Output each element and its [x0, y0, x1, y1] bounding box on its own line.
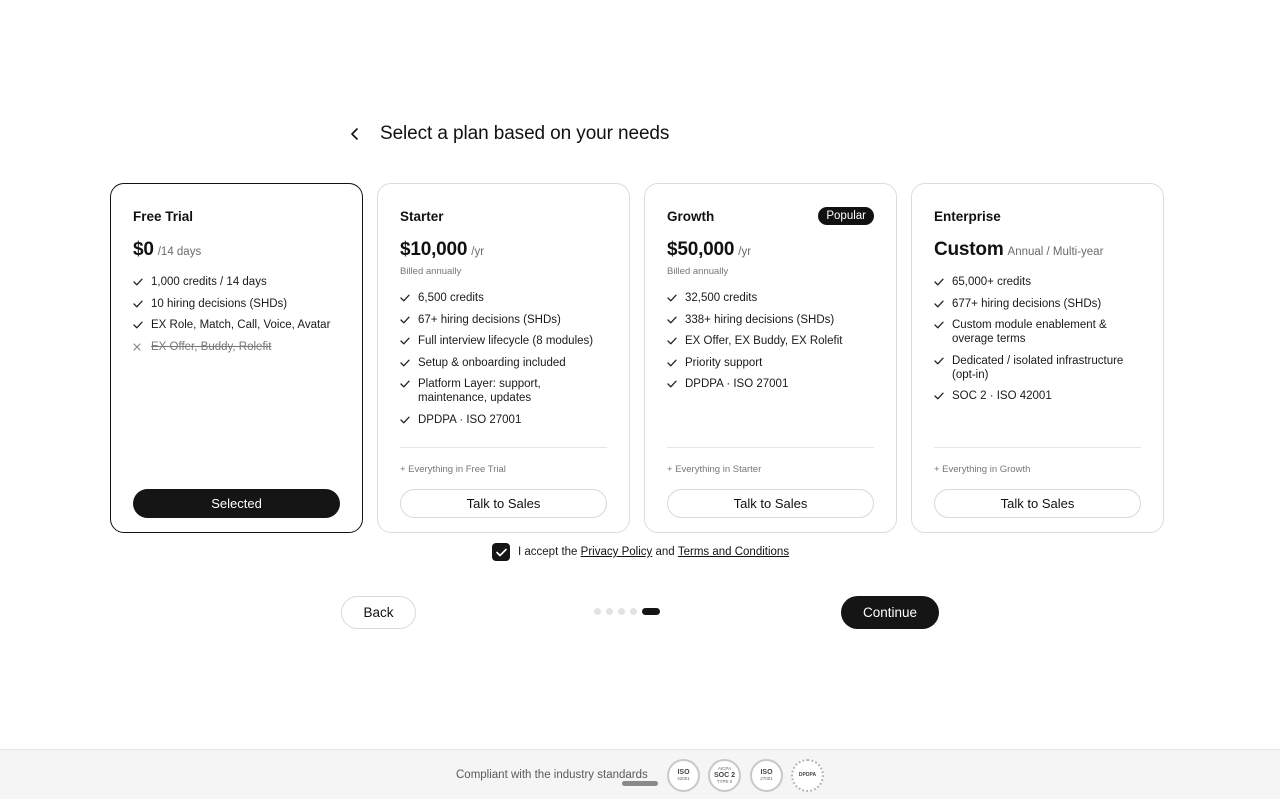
price-row: [400, 239, 607, 261]
check-icon: [133, 318, 145, 332]
scroll-handle[interactable]: [622, 781, 658, 786]
plan-period: Annual / Multi-year: [1007, 246, 1104, 258]
feature-item: [934, 389, 1141, 403]
feature-text: DPDPA · ISO 27001: [685, 378, 789, 390]
soc2-badge-icon: [708, 759, 741, 792]
feature-item: [400, 413, 607, 427]
feature-text: 1,000 credits / 14 days: [151, 276, 267, 288]
feature-list: [133, 275, 340, 354]
cert-main: ISO: [677, 769, 690, 777]
price-row: [934, 239, 1141, 261]
iso-27001-badge-icon: [750, 759, 783, 792]
feature-text: Platform Layer: support, maintenance, updates: [418, 378, 541, 404]
feature-text: Full interview lifecycle (8 modules): [418, 335, 594, 347]
plan-period: /yr: [471, 246, 485, 258]
check-icon: [667, 291, 679, 305]
feature-item: [934, 275, 1141, 289]
consent-and: and: [655, 546, 675, 558]
talk-to-sales-button[interactable]: Talk to Sales: [400, 489, 607, 518]
plan-cards: [110, 183, 1164, 533]
step-dot: [630, 608, 637, 615]
check-icon: [400, 334, 412, 348]
price-row: [133, 239, 340, 261]
plan-price: $10,000: [400, 239, 468, 260]
check-icon: [667, 377, 679, 391]
consent-prefix: I accept the: [518, 546, 578, 558]
check-icon: [400, 413, 412, 427]
check-icon: [667, 334, 679, 348]
feature-text: Dedicated / isolated infrastructure (opt-in): [952, 354, 1124, 381]
feature-item: [400, 291, 607, 305]
cert-sub: 42001: [677, 776, 690, 782]
feature-item: [400, 377, 607, 405]
feature-item: [400, 356, 607, 370]
check-icon: [934, 275, 946, 289]
plan-price: $50,000: [667, 239, 735, 260]
billing-note: Billed annually: [667, 266, 729, 277]
step-dot: [618, 608, 625, 615]
step-dot: [642, 608, 660, 615]
cert-sub: 27001: [760, 776, 773, 782]
feature-text: 677+ hiring decisions (SHDs): [952, 297, 1102, 310]
feature-text: Setup & onboarding included: [418, 356, 566, 369]
page-title: Select a plan based on your needs: [380, 123, 670, 144]
iso-42001-badge-icon: [667, 759, 700, 792]
cert-sub: TYPE II: [716, 779, 733, 784]
feature-text: Custom module enablement & overage terms: [952, 319, 1107, 345]
check-icon: [400, 313, 412, 327]
billing-note: Billed annually: [400, 266, 462, 277]
plan-card-free-trial[interactable]: [110, 183, 363, 533]
talk-to-sales-button[interactable]: Talk to Sales: [667, 489, 874, 518]
cert-main: ISO: [760, 769, 773, 777]
plan-card-starter[interactable]: [377, 183, 630, 533]
feature-text: 6,500 credits: [418, 292, 484, 304]
step-indicator: [594, 608, 660, 615]
back-chevron-icon[interactable]: [340, 119, 370, 149]
selected-button[interactable]: Selected: [133, 489, 340, 518]
feature-list: [667, 291, 874, 391]
feature-text: 32,500 credits: [685, 292, 758, 304]
plan-price: $0: [133, 239, 154, 260]
talk-to-sales-button[interactable]: Talk to Sales: [934, 489, 1141, 518]
feature-text: EX Offer, EX Buddy, EX Rolefit: [685, 335, 843, 347]
plan-name: Growth: [667, 208, 715, 224]
check-icon: [934, 297, 946, 311]
feature-item: [133, 318, 340, 332]
feature-item: [667, 377, 874, 391]
step-dot: [594, 608, 601, 615]
plan-card-growth[interactable]: [644, 183, 897, 533]
check-icon: [496, 548, 507, 557]
feature-text: 65,000+ credits: [952, 276, 1031, 288]
includes-note: + Everything in Growth: [934, 464, 1031, 475]
feature-item: [934, 318, 1141, 346]
footer: [0, 749, 1280, 799]
feature-text: 67+ hiring decisions (SHDs): [418, 313, 561, 326]
compliance-text: Compliant with the industry standards: [456, 769, 648, 781]
feature-item: [667, 334, 874, 348]
check-icon: [133, 297, 145, 311]
plan-name: Free Trial: [133, 208, 194, 224]
check-icon: [934, 318, 946, 332]
cert-main: SOC 2: [713, 772, 735, 779]
feature-list: [400, 291, 607, 427]
check-icon: [400, 291, 412, 305]
includes-note: + Everything in Starter: [667, 464, 762, 475]
back-button[interactable]: Back: [341, 596, 416, 629]
check-icon: [133, 275, 145, 289]
includes-note: + Everything in Free Trial: [400, 464, 506, 475]
feature-item: [934, 297, 1141, 311]
step-dot: [606, 608, 613, 615]
popular-badge: Popular: [818, 207, 874, 225]
check-icon: [934, 389, 946, 403]
plan-price: Custom: [934, 239, 1004, 260]
plan-header: [667, 206, 874, 226]
cert-top: AICPA: [717, 765, 732, 771]
check-icon: [400, 377, 412, 391]
check-icon: [667, 313, 679, 327]
feature-item: [133, 275, 340, 289]
dpdpa-badge-icon: [791, 759, 824, 792]
plan-period: /yr: [738, 246, 752, 258]
card-divider: [667, 447, 874, 448]
terms-consent: [492, 543, 789, 561]
feature-item: [667, 291, 874, 305]
page-header: [340, 118, 669, 150]
plan-header: [400, 206, 607, 226]
continue-button[interactable]: Continue: [841, 596, 939, 629]
check-icon: [400, 356, 412, 370]
cross-icon: [133, 340, 145, 354]
plan-card-enterprise[interactable]: [911, 183, 1164, 533]
feature-text: SOC 2 · ISO 42001: [952, 390, 1052, 402]
feature-text: 338+ hiring decisions (SHDs): [685, 313, 835, 326]
plan-period: /14 days: [157, 246, 202, 258]
plan-header: [934, 206, 1141, 226]
feature-item: [133, 340, 340, 354]
feature-text: 10 hiring decisions (SHDs): [151, 297, 288, 310]
feature-text: EX Offer, Buddy, Rolefit: [151, 340, 272, 353]
card-divider: [934, 447, 1141, 448]
terms-checkbox[interactable]: [492, 543, 510, 561]
feature-list: [934, 275, 1141, 403]
check-icon: [667, 356, 679, 370]
feature-text: EX Role, Match, Call, Voice, Avatar: [151, 319, 331, 331]
feature-item: [133, 297, 340, 311]
feature-item: [667, 356, 874, 370]
price-row: [667, 239, 874, 261]
plan-name: Starter: [400, 208, 444, 224]
privacy-policy-link[interactable]: Privacy Policy: [580, 546, 653, 558]
terms-link[interactable]: Terms and Conditions: [677, 546, 790, 558]
cert-main: DPDPA: [798, 772, 817, 778]
feature-text: Priority support: [685, 356, 763, 369]
plan-header: [133, 206, 340, 226]
feature-text: DPDPA · ISO 27001: [418, 413, 522, 426]
card-divider: [400, 447, 607, 448]
feature-item: [667, 313, 874, 327]
feature-item: [400, 334, 607, 348]
check-icon: [934, 354, 946, 368]
feature-item: [934, 354, 1141, 382]
plan-name: Enterprise: [934, 208, 1001, 224]
feature-item: [400, 313, 607, 327]
